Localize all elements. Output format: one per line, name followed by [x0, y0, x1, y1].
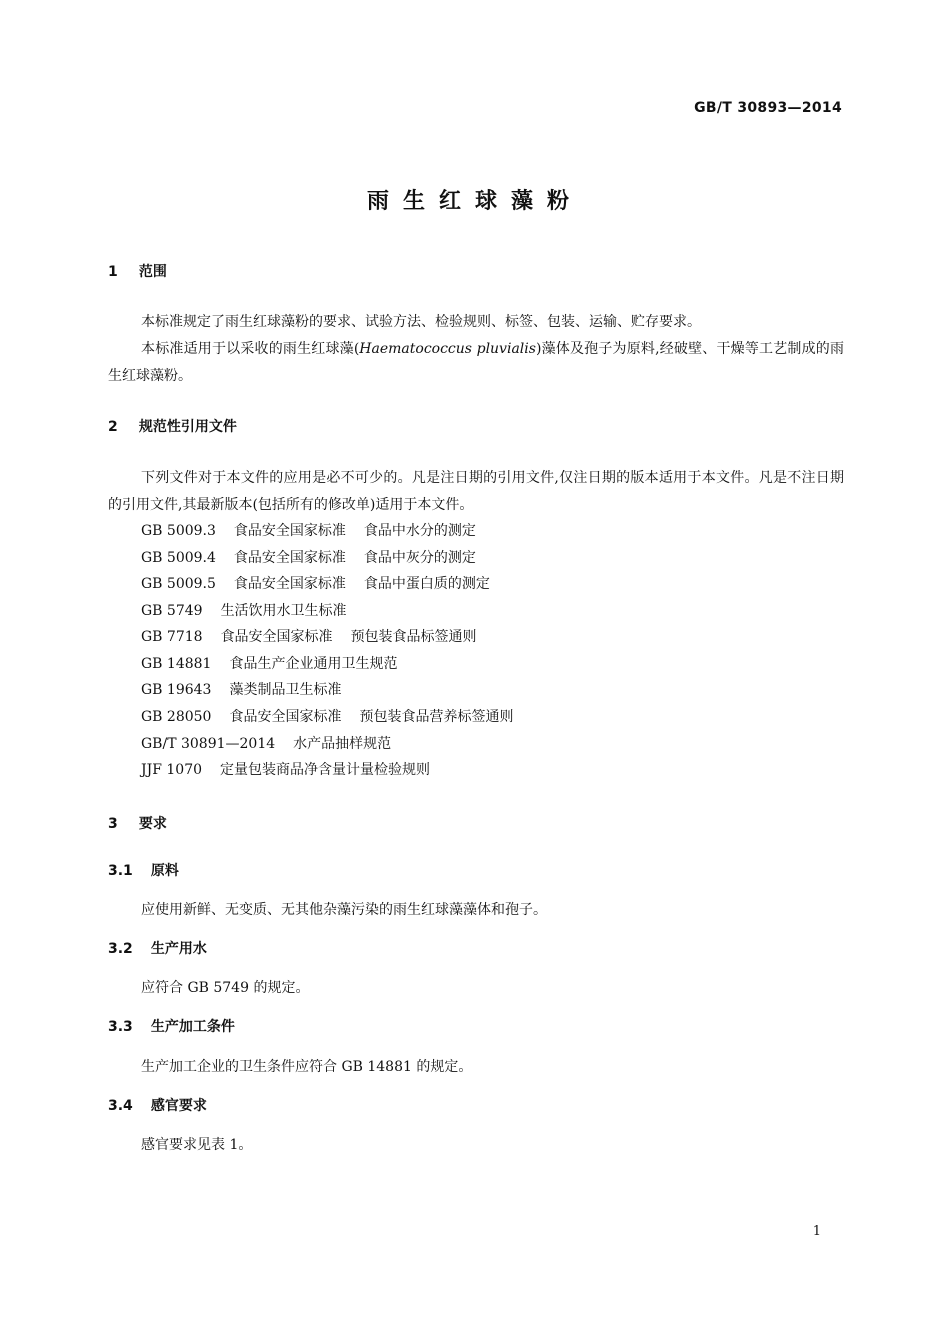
reference-subtitle: 食品中水分的测定 — [363, 523, 476, 539]
standard-code: GB/T 30893—2014 — [694, 100, 842, 116]
reference-item — [141, 707, 513, 727]
scope-text-after: )藻体及孢子为原料,经破壁、干燥等工艺制成的雨生红球藻粉。 — [108, 341, 844, 384]
reference-code: JJF 1070 — [141, 762, 203, 778]
reference-title: 食品安全国家标准 — [220, 629, 333, 645]
document-title: 雨生红球藻粉 — [366, 189, 583, 214]
reference-item — [141, 627, 477, 647]
reference-code: GB 5009.3 — [141, 523, 216, 539]
reference-title: 食品安全国家标准 — [229, 709, 342, 725]
page-number: 1 — [812, 1224, 821, 1239]
reference-title: 食品安全国家标准 — [233, 550, 346, 566]
section-title: 感官要求 — [150, 1098, 207, 1114]
latin-species-name: Haematococcus pluvialis — [359, 341, 536, 357]
section-number: 3.4 — [108, 1098, 133, 1114]
subsection-heading-processing-conditions — [108, 1017, 235, 1037]
scope-paragraph-1: 本标准规定了雨生红球藻粉的要求、试验方法、检验规则、标签、包装、运输、贮存要求。 — [141, 314, 701, 330]
reference-code: GB 5009.4 — [141, 550, 216, 566]
reference-subtitle: 食品中灰分的测定 — [363, 550, 476, 566]
reference-subtitle: 预包装食品营养标签通则 — [359, 709, 514, 725]
reference-subtitle: 食品中蛋白质的测定 — [363, 576, 490, 592]
section-title: 生产用水 — [150, 941, 207, 957]
reference-title: 水产品抽样规范 — [293, 736, 392, 752]
section-title: 规范性引用文件 — [138, 419, 237, 435]
references-intro-paragraph: 下列文件对于本文件的应用是必不可少的。凡是注日期的引用文件,仅注日期的版本适用于本文件。凡是不注日期的引用文件,其最新版本(包括所有的修改单)适用于本文件。 — [108, 470, 844, 513]
section-number: 3.3 — [108, 1019, 133, 1035]
reference-code: GB/T 30891—2014 — [141, 736, 276, 752]
production-water-paragraph: 应符合 GB 5749 的规定。 — [141, 980, 310, 996]
reference-title: 生活饮用水卫生标准 — [220, 603, 347, 619]
reference-item — [141, 601, 347, 621]
section-title: 原料 — [150, 863, 179, 879]
reference-code: GB 28050 — [141, 709, 212, 725]
reference-title: 食品安全国家标准 — [233, 523, 346, 539]
section-heading-scope — [108, 262, 167, 282]
subsection-heading-production-water — [108, 939, 207, 959]
section-heading-requirements — [108, 814, 167, 834]
reference-item — [141, 521, 476, 541]
scope-paragraph-2 — [108, 336, 844, 389]
subsection-heading-sensory-requirements — [108, 1096, 207, 1116]
reference-item — [141, 680, 341, 700]
reference-item — [141, 734, 391, 754]
reference-title: 食品安全国家标准 — [233, 576, 346, 592]
sensory-requirements-paragraph: 感官要求见表 1。 — [141, 1137, 253, 1153]
reference-subtitle: 预包装食品标签通则 — [350, 629, 477, 645]
reference-item — [141, 548, 476, 568]
section-heading-normative-references — [108, 417, 237, 437]
reference-item — [141, 760, 430, 780]
section-number: 1 — [108, 264, 118, 280]
section-title: 要求 — [138, 816, 167, 832]
reference-code: GB 14881 — [141, 656, 212, 672]
processing-conditions-paragraph: 生产加工企业的卫生条件应符合 GB 14881 的规定。 — [141, 1059, 473, 1075]
reference-code: GB 7718 — [141, 629, 203, 645]
reference-title: 藻类制品卫生标准 — [229, 682, 342, 698]
reference-code: GB 19643 — [141, 682, 212, 698]
section-title: 生产加工条件 — [150, 1019, 235, 1035]
reference-title: 定量包装商品净含量计量检验规则 — [220, 762, 431, 778]
section-number: 3.2 — [108, 941, 133, 957]
raw-material-paragraph: 应使用新鲜、无变质、无其他杂藻污染的雨生红球藻藻体和孢子。 — [141, 902, 547, 918]
reference-code: GB 5749 — [141, 603, 203, 619]
reference-item — [141, 574, 490, 594]
section-number: 2 — [108, 419, 118, 435]
section-title: 范围 — [138, 264, 167, 280]
reference-item — [141, 654, 397, 674]
scope-text-before: 本标准适用于以采收的雨生红球藻( — [141, 341, 360, 357]
section-number: 3.1 — [108, 863, 133, 879]
reference-title: 食品生产企业通用卫生规范 — [229, 656, 398, 672]
section-number: 3 — [108, 816, 118, 832]
reference-code: GB 5009.5 — [141, 576, 216, 592]
subsection-heading-raw-material — [108, 861, 179, 881]
